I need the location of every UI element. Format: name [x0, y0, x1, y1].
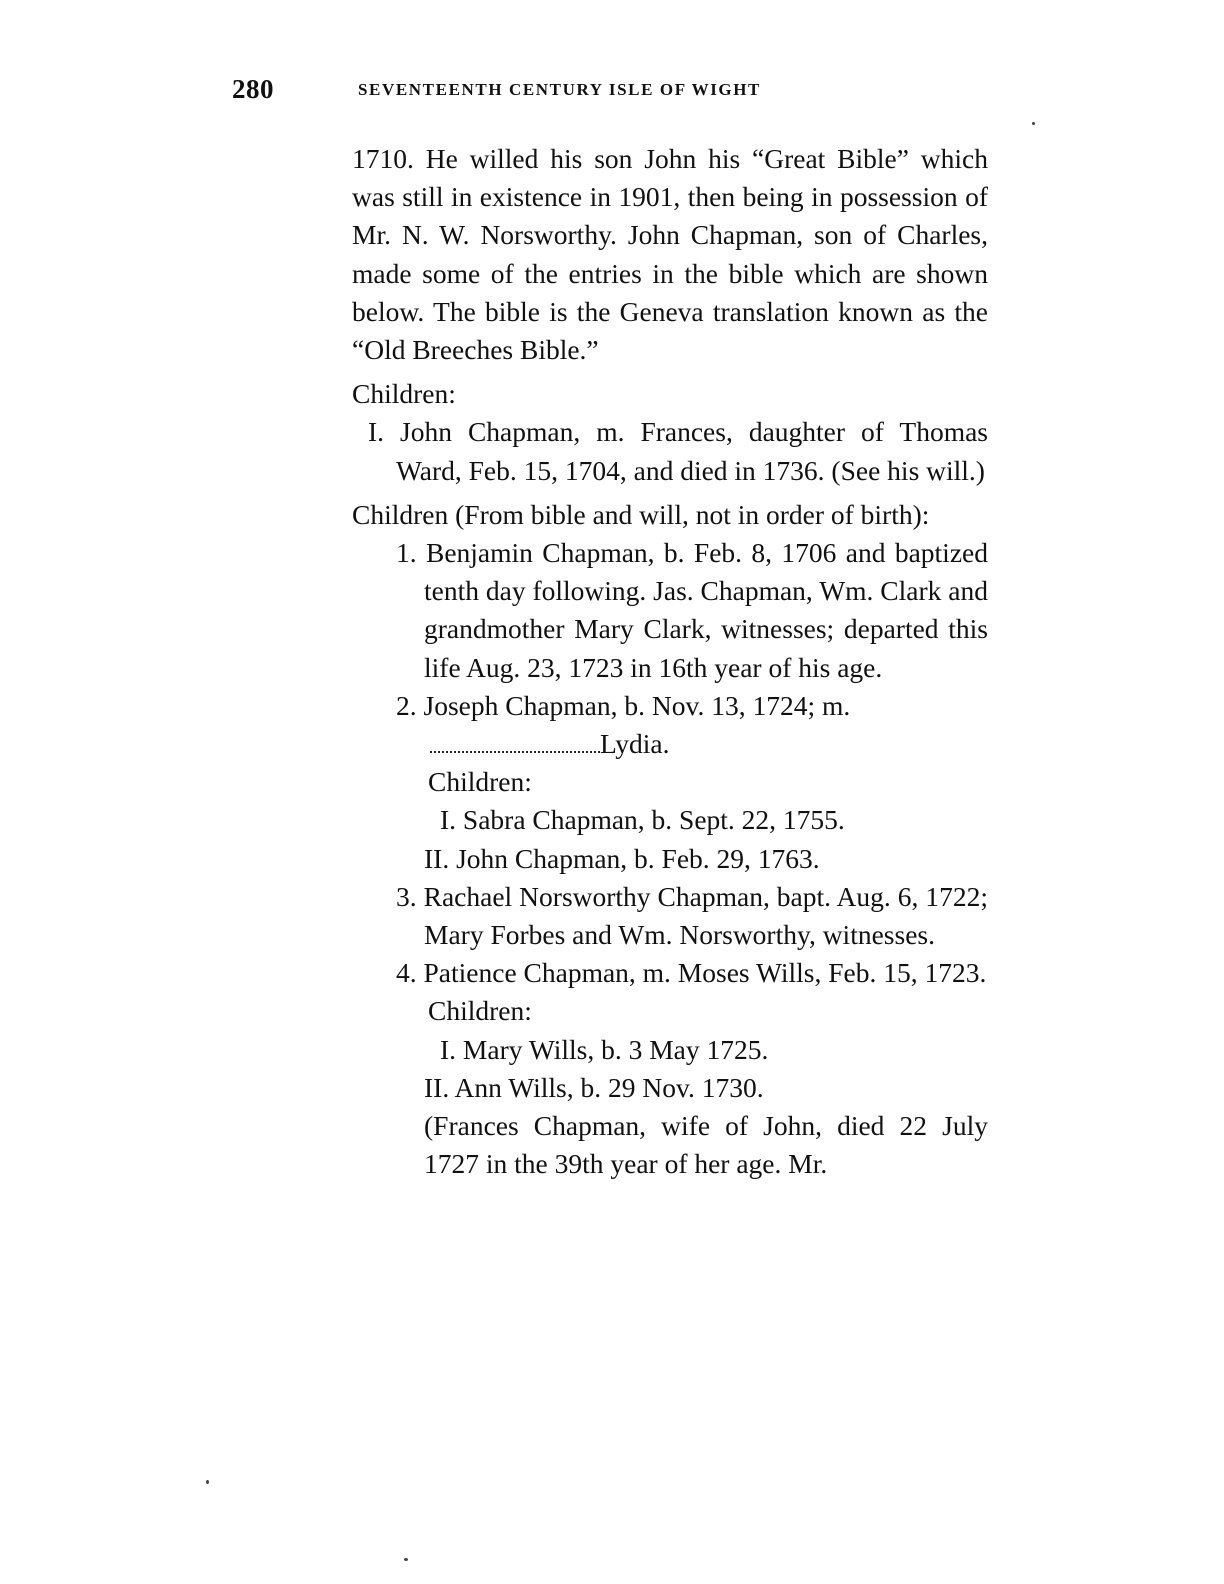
patience-child-ann: II. Ann Wills, b. 29 Nov. 1730.: [424, 1071, 764, 1103]
intro-paragraph: 1710. He willed his son John his “Great Bible” which was still in existence in 1901, then being in possession of Mr. N. W. Norsworthy. John Chapman, son of Charles, made some of the entries in the bible which are shown below. The bible is the Geneva translation known as the “Old Breeches Bible.”: [352, 143, 988, 366]
patience-child-mary: I. Mary Wills, b. 3 May 1725.: [440, 1033, 769, 1065]
page-number: 280: [232, 74, 274, 104]
page-header: [232, 74, 872, 106]
body-text: [352, 140, 988, 1183]
joseph-child-sabra: I. Sabra Chapman, b. Sept. 22, 1755.: [440, 804, 845, 836]
spouse-name: Lydia.: [600, 728, 670, 760]
joseph-child-john: II. John Chapman, b. Feb. 29, 1763.: [424, 842, 820, 874]
joseph-children-heading: Children:: [428, 766, 532, 798]
patience-children-heading: Children:: [428, 995, 532, 1027]
entry-rachael: 3. Rachael Norsworthy Chapman, bapt. Aug. 6, 1722; Mary Forbes and Wm. Norsworthy, witnesses.: [396, 880, 988, 951]
entry-benjamin: 1. Benjamin Chapman, b. Feb. 8, 1706 and baptized tenth day following. Jas. Chapman, Wm. Clark and grandmother Mary Clark, witnesses; departed this life Aug. 23, 1723 in 16th year of his age.: [396, 537, 988, 683]
entry-joseph: 2. Joseph Chapman, b. Nov. 13, 1724; m.: [396, 689, 851, 721]
note-frances: (Frances Chapman, wife of John, died 22 July 1727 in the 39th year of her age. Mr.: [424, 1110, 988, 1180]
entry-joseph-spouse: [352, 725, 988, 763]
blank-line: [430, 731, 600, 753]
children-heading: Children:: [352, 378, 456, 410]
child-entry-john: I. John Chapman, m. Frances, daughter of Thomas Ward, Feb. 15, 1704, and died in 1736. (See his will.): [368, 416, 988, 486]
children-from-bible-heading: Children (From bible and will, not in order of birth):: [352, 498, 930, 530]
running-head: SEVENTEENTH CENTURY ISLE OF WIGHT: [358, 80, 761, 99]
entry-patience: 4. Patience Chapman, m. Moses Wills, Feb. 15, 1723.: [396, 957, 987, 989]
